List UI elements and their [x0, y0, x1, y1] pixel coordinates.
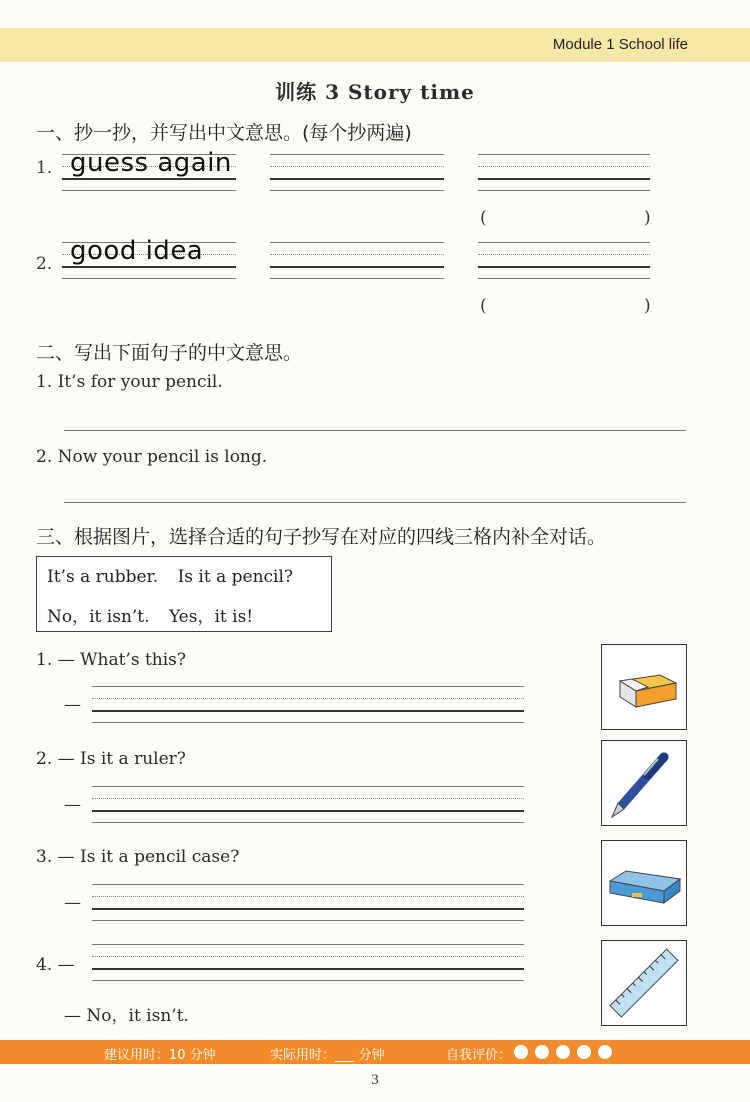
meaning-paren-close: ) [644, 296, 651, 316]
section2-heading: 二、写出下面句子的中文意思。 [36, 342, 303, 364]
meaning-paren-open: ( [480, 296, 487, 316]
rubber-icon [601, 644, 687, 730]
question-3: 3. — Is it a pencil case? [36, 847, 240, 867]
copy-grid-example [62, 148, 236, 190]
copy-grid-example [62, 236, 236, 278]
answer-grid-2[interactable] [92, 786, 524, 822]
question-4: 4. — [36, 955, 75, 975]
answer-grid-1[interactable] [92, 686, 524, 722]
sentence-2: 2. Now your pencil is long. [36, 447, 268, 467]
actual-time: 实际用时：___ 分钟 [270, 1048, 385, 1063]
handwritten-phrase: good idea [70, 236, 204, 266]
sentence-1: 1. It’s for your pencil. [36, 372, 223, 392]
suggested-time: 建议用时：10 分钟 [104, 1048, 216, 1063]
copy-grid-1[interactable] [270, 242, 444, 278]
question-1: 1. — What’s this? [36, 650, 187, 670]
copy-grid-1[interactable] [270, 154, 444, 190]
pencil-case-icon [601, 840, 687, 926]
meaning-paren-close: ) [644, 208, 651, 228]
answer-dash: — [64, 893, 81, 913]
item-number: 2. [36, 254, 53, 274]
ruler-icon [601, 940, 687, 1026]
option-sentence: No，it isn’t. [47, 607, 150, 627]
answer-dash: — [64, 695, 81, 715]
answer-grid-4[interactable] [92, 944, 524, 980]
answer-4-given: — No，it isn’t. [64, 1006, 189, 1026]
answer-dash: — [64, 795, 81, 815]
pen-icon [601, 740, 687, 826]
question-2: 2. — Is it a ruler? [36, 749, 186, 769]
handwritten-phrase: guess again [70, 148, 232, 178]
page-number: 3 [371, 1072, 379, 1088]
sentence-options-box [36, 556, 332, 632]
self-evaluation-label: 自我评价： [446, 1048, 512, 1063]
option-sentence: Yes，it is! [168, 607, 254, 627]
page-title: 训练 3 Story time [275, 80, 475, 104]
footer-band [0, 1040, 750, 1064]
option-sentence: Is it a pencil? [177, 567, 294, 587]
item-number: 1. [36, 158, 53, 178]
section3-heading: 三、根据图片，选择合适的句子抄写在对应的四线三格内补全对话。 [36, 526, 607, 548]
copy-grid-2[interactable] [478, 242, 650, 278]
copy-grid-2[interactable] [478, 154, 650, 190]
module-label: Module 1 School life [552, 36, 688, 53]
option-sentence: It’s a rubber. [47, 567, 159, 587]
answer-line-1[interactable] [64, 430, 686, 431]
answer-line-2[interactable] [64, 502, 686, 503]
section1-heading: 一、抄一抄，并写出中文意思。(每个抄两遍) [36, 122, 412, 144]
rating-flowers[interactable] [512, 1044, 618, 1064]
answer-grid-3[interactable] [92, 884, 524, 920]
meaning-paren-open: ( [480, 208, 487, 228]
